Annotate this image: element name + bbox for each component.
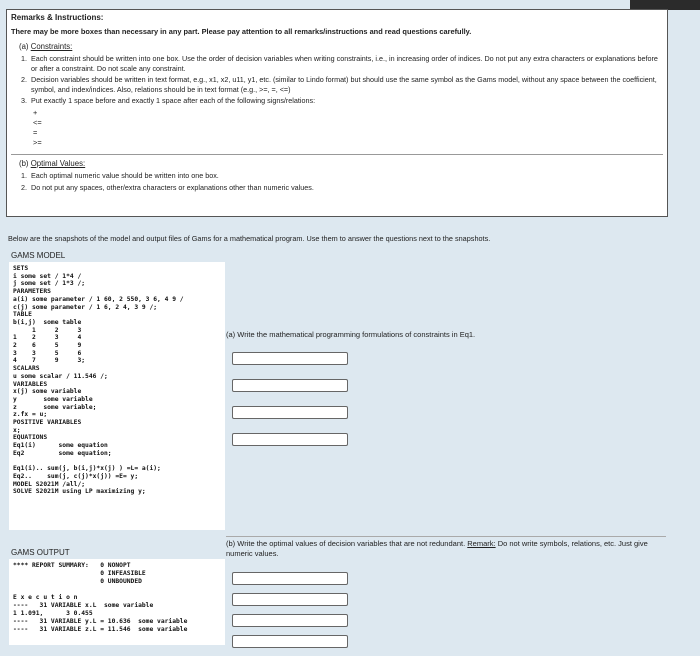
code-line: 1 2 3 (13, 326, 82, 334)
output-line: **** REPORT SUMMARY: 0 NONOPT (13, 562, 131, 569)
code-line: MODEL S2021M /all/; (13, 480, 86, 488)
section-a-rules (23, 54, 663, 106)
output-line: ---- 31 VARIABLE y.L = 10.636 some variable (13, 618, 188, 625)
code-line: x(j) some variable (13, 388, 82, 396)
code-line: Eq2.. sum(j, c(j)*x(j)) =E= y; (13, 472, 139, 480)
rule-item: 1. Each constraint should be written into one box. Use the order of decision variables when writing constraints, i.e., in increasing order of indices. Do not put any extra characters or explanations before or after a constraint. Do not scale any constraint. (21, 54, 658, 73)
instructions-panel (6, 9, 668, 217)
output-line: E x e c u t i o n (13, 594, 78, 601)
answer-a-box-2[interactable] (232, 379, 348, 392)
divider (11, 154, 663, 155)
section-b-letter: (b) (19, 158, 29, 168)
instructions-intro: There may be more boxes than necessary in any part. Please pay attention to all remarks/instructions and read questions carefully. (11, 27, 472, 36)
code-line: c(j) some parameter / 1 6, 2 4, 3 9 /; (13, 303, 158, 311)
sign-plus: + (33, 107, 38, 117)
code-line: j some set / 1*3 /; (13, 280, 86, 288)
output-line: ---- 31 VARIABLE z.L = 11.546 some variable (13, 626, 188, 633)
sign-eq: = (33, 127, 38, 137)
remark-label: Remark: (467, 539, 496, 548)
question-b: (b) Write the optimal values of decision variables that are not redundant. Remark: Do not write symbols, relations, etc. Just give numeric values. (226, 539, 648, 558)
code-line: Eq1(i) some equation (13, 442, 108, 450)
output-line: ---- 31 VARIABLE x.L some variable (13, 602, 154, 609)
sign-le: <= (33, 117, 42, 127)
section-b-title: Optimal Values: (30, 158, 86, 168)
output-line (13, 586, 221, 594)
sign-list (33, 108, 663, 148)
code-line: z some variable; (13, 403, 97, 411)
gams-model-snapshot (9, 262, 225, 530)
code-line: SETS (13, 265, 29, 272)
section-b-rules (23, 171, 663, 192)
code-line: i some set / 1*4 / (13, 272, 82, 280)
section-a-heading (19, 42, 663, 51)
code-line: z.fx = u; (13, 411, 48, 419)
code-line: 4 7 9 3; (13, 357, 86, 365)
gams-output-label: GAMS OUTPUT (11, 548, 70, 557)
code-line: 1 2 3 4 (13, 334, 82, 342)
gams-model-label: GAMS MODEL (11, 251, 66, 260)
rule-item: 2. Decision variables should be written in text format, e.g., x1, x2, u11, y1, etc. (similar to Lindo format) but should use the same symbol as the Gams model, without any space between the coefficient, symbol, and index/indices. Also, relations should be in text format (e.g., >=, =, <=) (21, 75, 657, 94)
code-line: TABLE (13, 311, 32, 319)
code-line: VARIABLES (13, 380, 48, 388)
answer-b-box-1[interactable] (232, 572, 348, 585)
section-b-heading (19, 159, 663, 168)
divider (226, 536, 666, 537)
code-line: b(i,j) some table (13, 318, 82, 326)
output-line: 0 UNBOUNDED (13, 578, 142, 585)
answer-b-box-4[interactable] (232, 635, 348, 648)
answer-a-box-3[interactable] (232, 406, 348, 419)
code-line: EQUATIONS (13, 434, 48, 442)
code-line: SOLVE S2021M using LP maximizing y; (13, 488, 146, 496)
instructions-title: Remarks & Instructions: (11, 13, 104, 22)
code-line: PARAMETERS (13, 288, 51, 296)
snapshot-intro: Below are the snapshots of the model and output files of Gams for a mathematical program. Use them to answer the questions next to the snapshots. (8, 234, 491, 243)
question-area (6, 222, 668, 656)
rule-item: 2. Do not put any spaces, other/extra characters or explanations other than numeric values. (21, 182, 314, 192)
sign-ge: >= (33, 137, 42, 147)
gams-output-snapshot (9, 559, 225, 645)
question-a: (a) Write the mathematical programming formulations of constraints in Eq1. (226, 330, 476, 339)
code-line: 3 3 5 6 (13, 349, 82, 357)
rule-item: 3. Put exactly 1 space before and exactly 1 space after each of the following signs/relations: (21, 96, 316, 106)
code-line: y some variable (13, 395, 93, 403)
answer-a-box-4[interactable] (232, 433, 348, 446)
code-line: u some scalar / 11.546 /; (13, 372, 108, 380)
output-line: 0 INFEASIBLE (13, 570, 146, 577)
code-line: Eq2 some equation; (13, 449, 112, 457)
answer-a-box-1[interactable] (232, 352, 348, 365)
code-line: x; (13, 426, 21, 434)
answer-b-box-2[interactable] (232, 593, 348, 606)
output-line: 1 1.091, 3 0.455 (13, 610, 93, 617)
code-line: POSITIVE VARIABLES (13, 419, 82, 427)
section-a-title: Constraints: (30, 42, 73, 51)
code-line: 2 6 5 9 (13, 342, 82, 350)
code-line: SCALARS (13, 365, 40, 373)
answer-b-box-3[interactable] (232, 614, 348, 627)
section-a-letter: (a) (19, 42, 29, 51)
code-line: a(i) some parameter / 1 60, 2 550, 3 6, 4 9 / (13, 295, 184, 303)
rule-item: 1. Each optimal numeric value should be written into one box. (21, 170, 219, 180)
code-line: Eq1(i).. sum(j, b(i,j)*x(j) ) =L= a(i); (13, 465, 161, 473)
